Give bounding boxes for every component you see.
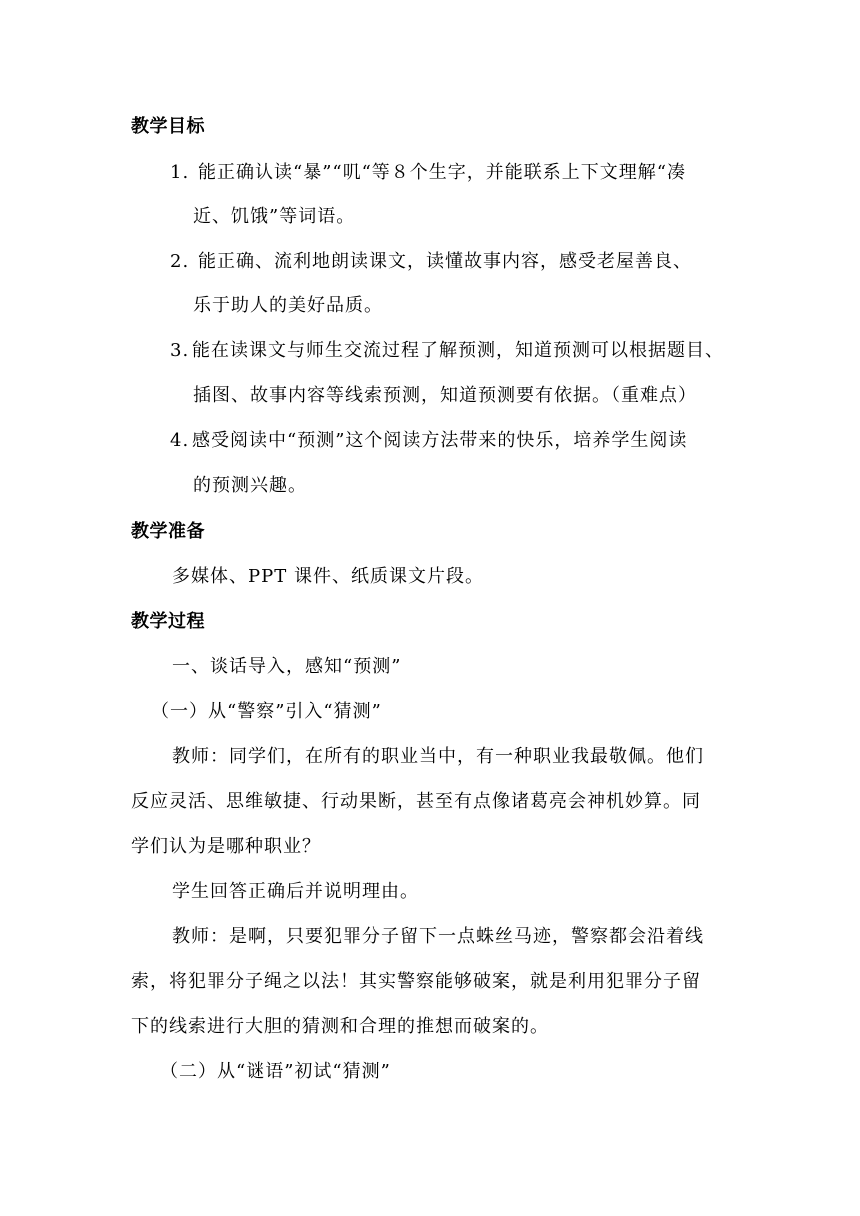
objective-item-2-number: 2. bbox=[170, 251, 190, 272]
paragraph-3-line-3: 下的线索进行大胆的猜测和合理的推想而破案的。 bbox=[131, 1016, 549, 1037]
objective-item-4-text: 感受阅读中“预测”这个阅读方法带来的快乐，培养学生阅读 bbox=[192, 430, 688, 451]
paragraph-1-line-2: 反应灵活、思维敏捷、行动果断，甚至有点像诸葛亮会神机妙算。同 bbox=[131, 791, 701, 812]
process-heading: 教学过程 bbox=[131, 611, 205, 632]
objective-item-4-number: 4. bbox=[170, 430, 190, 451]
objective-item-1-line-1 bbox=[170, 159, 686, 187]
objective-item-4-line-1 bbox=[170, 427, 687, 455]
objective-item-3-number: 3. bbox=[170, 340, 190, 361]
preparation-heading: 教学准备 bbox=[131, 521, 205, 542]
objective-item-3-line-1 bbox=[170, 337, 724, 365]
objective-item-2-line-1 bbox=[170, 248, 692, 276]
process-sub-1-heading: （一）从“警察”引入“猜测” bbox=[151, 701, 382, 722]
process-sub-2-heading: （二）从“谜语”初试“猜测” bbox=[160, 1061, 391, 1082]
objective-item-2-text: 能正确、流利地朗读课文，读懂故事内容，感受老屋善良、 bbox=[198, 251, 692, 272]
objective-item-2-line-2: 乐于助人的美好品质。 bbox=[193, 295, 383, 316]
paragraph-1-line-3: 学们认为是哪种职业？ bbox=[131, 836, 321, 857]
paragraph-2: 学生回答正确后并说明理由。 bbox=[172, 881, 419, 902]
objective-item-4-line-2: 的预测兴趣。 bbox=[193, 475, 307, 496]
paragraph-3-line-2: 索，将犯罪分子绳之以法！其实警察能够破案，就是利用犯罪分子留 bbox=[131, 971, 701, 992]
process-part-1-heading: 一、谈话导入，感知“预测” bbox=[172, 656, 402, 677]
paragraph-1-line-1: 教师：同学们，在所有的职业当中，有一种职业我最敬佩。他们 bbox=[172, 746, 704, 767]
objective-item-1-text: 能正确认读“暴”“叽“等８个生字，并能联系上下文理解“凑 bbox=[198, 162, 687, 183]
objective-item-1-number: 1. bbox=[170, 162, 190, 183]
objectives-heading: 教学目标 bbox=[131, 116, 205, 137]
objective-item-3-text: 能在读课文与师生交流过程了解预测，知道预测可以根据题目、 bbox=[192, 340, 724, 361]
objective-item-1-line-2: 近、饥饿”等词语。 bbox=[193, 206, 356, 227]
paragraph-3-line-1: 教师：是啊，只要犯罪分子留下一点蛛丝马迹，警察都会沿着线 bbox=[172, 926, 704, 947]
objective-item-3-line-2: 插图、故事内容等线索预测，知道预测要有依据。（重难点） bbox=[193, 385, 697, 406]
preparation-text: 多媒体、PPT 课件、纸质课文片段。 bbox=[172, 566, 484, 587]
